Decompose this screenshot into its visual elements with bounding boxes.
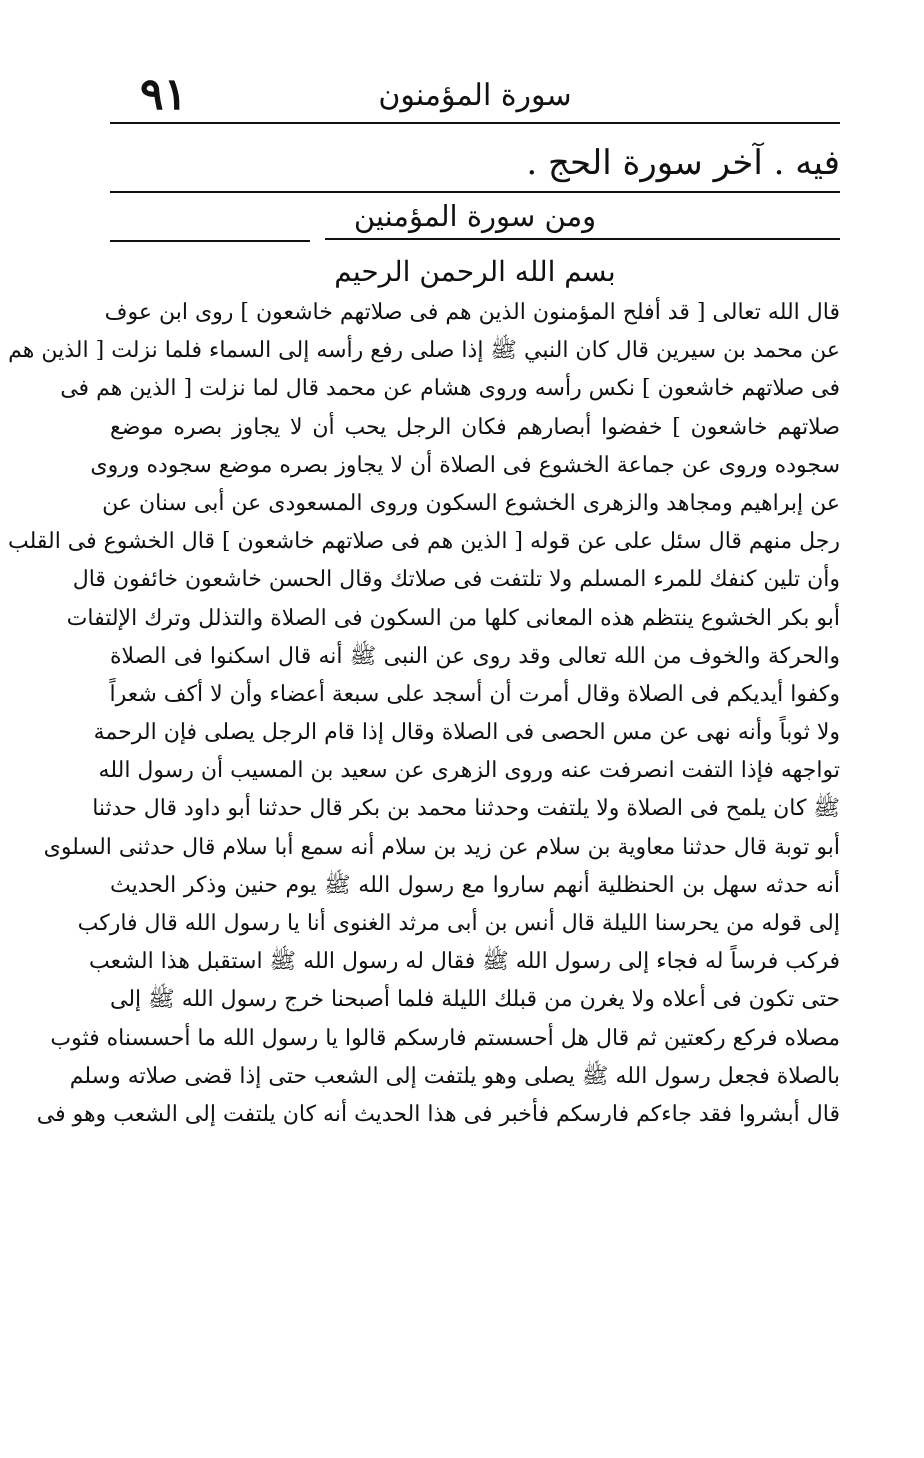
text-line: رجل منهم قال سئل على عن قوله [ الذين هم فى صلاتهم خاشعون ] قال الخشوع فى القلب xyxy=(7,529,840,555)
text-line: بالصلاة فجعل رسول الله ﷺ يصلى وهو يلتفت إلى الشعب حتى إذا قضى صلاته وسلم xyxy=(69,1063,840,1089)
section-title: ومن سورة المؤمنين xyxy=(353,199,597,233)
text-line: وكفوا أيديكم فى الصلاة وقال أمرت أن أسجد على سبعة أعضاء وأن لا أكف شعراً xyxy=(109,681,840,707)
text-line: إلى قوله من يحرسنا الليلة قال أنس بن أبى مرثد الغنوى أنا يا رسول الله قال فاركب xyxy=(77,911,840,936)
header-title: سورة المؤمنون xyxy=(378,78,572,113)
section-divider-rule xyxy=(110,191,840,193)
text-line: صلاتهم خاشعون ] خفضوا أبصارهم فكان الرجل يحب أن لا يجاوز بصره موضع xyxy=(110,414,840,440)
text-line: أنه حدثه سهل بن الحنظلية أنهم ساروا مع رسول الله ﷺ يوم حنين وذكر الحديث xyxy=(110,872,840,898)
text-line: فركب فرساً له فجاء إلى رسول الله ﷺ فقال له رسول الله ﷺ استقبل هذا الشعب xyxy=(89,949,840,975)
text-line: وأن تلين كنفك للمرء المسلم ولا تلتفت فى صلاتك وقال الحسن خاشعون خائفون قال xyxy=(72,567,840,593)
text-line: عن إبراهيم ومجاهد والزهرى الخشوع السكون وروى المسعودى عن أبى سنان عن xyxy=(102,490,840,516)
text-line: فى صلاتهم خاشعون ] نكس رأسه وروى هشام عن محمد قال لما نزلت [ الذين هم فى xyxy=(60,376,840,402)
page-number: ٩١ xyxy=(140,69,188,120)
section-title-underline-right xyxy=(325,238,840,240)
text-line: أبو توبة قال حدثنا معاوية بن سلام عن زيد بن سلام أنه سمع أبا سلام قال حدثنى السلوى xyxy=(43,834,840,860)
text-line: ﷺ كان يلمح فى الصلاة ولا يلتفت وحدثنا محمد بن بكر قال حدثنا أبو داود قال حدثنا xyxy=(92,796,840,822)
header-rule xyxy=(110,122,840,124)
section-title-underline-left xyxy=(110,240,310,242)
text-line: تواجهه فإذا التفت انصرفت عنه وروى الزهرى عن سعيد بن المسيب أن رسول الله xyxy=(98,758,840,784)
text-line: قال أبشروا فقد جاءكم فارسكم فأخبر فى هذا الحديث أنه كان يلتفت إلى الشعب وهو فى xyxy=(36,1101,840,1127)
text-line: ولا ثوباً وأنه نهى عن مس الحصى فى الصلاة وقال إذا قام الرجل يصلى فإن الرحمة xyxy=(93,720,840,746)
running-header xyxy=(110,70,840,120)
basmala: بسم الله الرحمن الرحيم xyxy=(334,255,616,288)
text-line: أبو بكر الخشوع ينتظم هذه المعانى كلها من السكون فى الصلاة والتذلل وترك الإلتفات xyxy=(66,605,840,631)
previous-section-end: فيه . آخر سورة الحج . xyxy=(526,143,840,183)
text-line: حتى تكون فى أعلاه ولا يغرن من قبلك الليلة فلما أصبحنا خرج رسول الله ﷺ إلى xyxy=(110,987,840,1013)
text-line: مصلاه فركع ركعتين ثم قال هل أحسستم فارسكم قالوا يا رسول الله ما أحسسناه فثوب xyxy=(50,1025,840,1051)
body-text xyxy=(7,294,840,1134)
text-line: سجوده وروى عن جماعة الخشوع فى الصلاة أن لا يجاوز بصره موضع سجوده وروى xyxy=(90,452,840,478)
text-line: قال الله تعالى [ قد أفلح المؤمنون الذين هم فى صلاتهم خاشعون ] روى ابن عوف xyxy=(104,300,840,325)
text-line: والحركة والخوف من الله تعالى وقد روى عن النبى ﷺ أنه قال اسكنوا فى الصلاة xyxy=(110,643,840,669)
text-line: عن محمد بن سيرين قال كان النبي ﷺ إذا صلى رفع رأسه إلى السماء فلما نزلت [ الذين هم xyxy=(8,338,840,364)
